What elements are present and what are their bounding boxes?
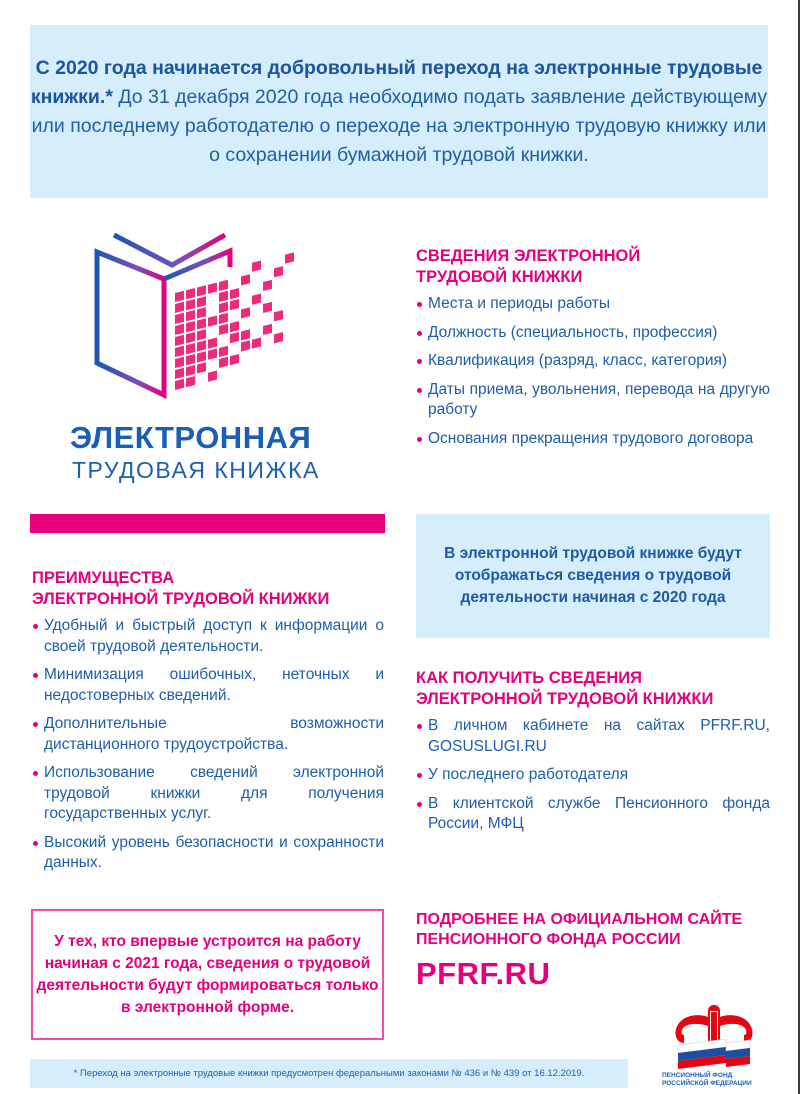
advantages-heading-line2: ЭЛЕКТРОННОЙ ТРУДОВОЙ КНИЖКИ bbox=[32, 590, 330, 608]
footnote-strip bbox=[30, 1059, 628, 1088]
notice-box bbox=[31, 909, 384, 1040]
advantages-section bbox=[32, 568, 384, 882]
pink-divider-bar bbox=[30, 514, 385, 533]
list-item: Должность (специальность, профессия) bbox=[416, 323, 770, 344]
records-heading bbox=[416, 246, 770, 288]
pfrf-site-link[interactable]: PFRF.RU bbox=[416, 956, 551, 991]
list-item: В личном кабинете на сайтах PFRF.RU, GOSUSLUGI.RU bbox=[416, 716, 770, 757]
records-section bbox=[416, 246, 770, 457]
records-heading-line2: ТРУДОВОЙ КНИЖКИ bbox=[416, 268, 583, 286]
advantages-heading-line1: ПРЕИМУЩЕСТВА bbox=[32, 569, 175, 587]
footnote-text: * Переход на электронные трудовые книжки предусмотрен федеральными законами № 436 и № 439 от 16.12.2019. bbox=[73, 1068, 585, 1079]
more-info-heading bbox=[416, 910, 786, 950]
list-item: Минимизация ошибочных, неточных и недостоверных сведений. bbox=[32, 665, 384, 706]
pfr-caption bbox=[662, 1072, 772, 1088]
list-item: Основания прекращения трудового договора bbox=[416, 429, 770, 450]
intro-regular-text: До 31 декабря 2020 года необходимо подать заявление действующему или последнему работодателю о переходе на электронную трудовую книжку или о сохранении бумажной трудовой книжки. bbox=[31, 85, 768, 166]
list-item: Удобный и быстрый доступ к информации о своей трудовой деятельности. bbox=[32, 616, 384, 657]
intro-box bbox=[30, 25, 768, 198]
records-heading-line1: СВЕДЕНИЯ ЭЛЕКТРОННОЙ bbox=[416, 247, 641, 265]
how-to-get-list bbox=[416, 716, 770, 835]
intro-bold-text: С 2020 года начинается добровольный переход на электронные трудовые книжки.* bbox=[30, 56, 763, 108]
how-heading-line1: КАК ПОЛУЧИТЬ СВЕДЕНИЯ bbox=[416, 669, 642, 687]
list-item: У последнего работодателя bbox=[416, 765, 770, 786]
info-box-text: В электронной трудовой книжке будут отображаться сведения о трудовой деятельности начиная с 2020 года bbox=[444, 545, 742, 606]
info-box bbox=[416, 514, 770, 638]
list-item: Места и периоды работы bbox=[416, 294, 770, 315]
intro-text bbox=[30, 54, 768, 170]
pfr-caption-line1: ПЕНСИОННЫЙ ФОНД bbox=[662, 1072, 733, 1079]
list-item: Квалификация (разряд, класс, категория) bbox=[416, 351, 770, 372]
list-item: Даты приема, увольнения, перевода на другую работу bbox=[416, 380, 770, 421]
how-heading-line2: ЭЛЕКТРОННОЙ ТРУДОВОЙ КНИЖКИ bbox=[416, 690, 714, 708]
pfr-caption-line2: РОССИЙСКОЙ ФЕДЕРАЦИИ bbox=[662, 1080, 752, 1087]
advantages-list bbox=[32, 616, 384, 874]
more-heading-line2: ПЕНСИОННОГО ФОНДА РОССИИ bbox=[416, 931, 681, 948]
list-item: В клиентской службе Пенсионного фонда России, МФЦ bbox=[416, 794, 770, 835]
notice-box-text: У тех, кто впервые устроится на работу начиная с 2021 года, сведения о трудовой деятельности будут формироваться только в электронной форме. bbox=[36, 932, 379, 1016]
logo-subtitle: ТРУДОВАЯ КНИЖКА bbox=[72, 457, 320, 483]
list-item: Дополнительные возможности дистанционного трудоустройства. bbox=[32, 714, 384, 755]
list-item: Высокий уровень безопасности и сохранности данных. bbox=[32, 833, 384, 874]
how-to-get-section bbox=[416, 668, 770, 843]
advantages-heading bbox=[32, 568, 384, 610]
records-list bbox=[416, 294, 770, 449]
more-heading-line1: ПОДРОБНЕЕ НА ОФИЦИАЛЬНОМ САЙТЕ bbox=[416, 911, 743, 928]
more-info-section bbox=[416, 910, 786, 992]
logo-title: ЭЛЕКТРОННАЯ bbox=[70, 420, 312, 455]
list-item: Использование сведений электронной трудовой книжки для получения государственных услуг. bbox=[32, 763, 384, 825]
how-to-get-heading bbox=[416, 668, 770, 710]
